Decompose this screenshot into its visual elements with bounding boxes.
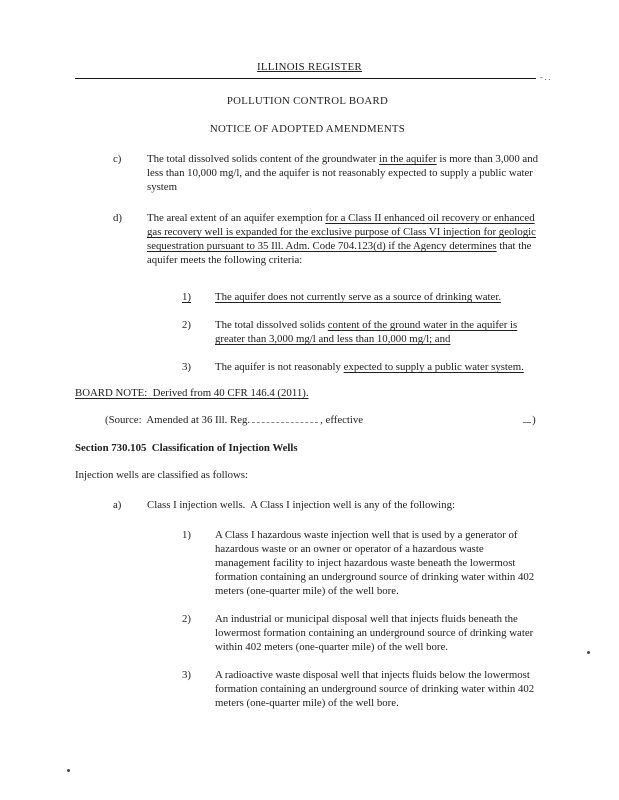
- criterion-2-label: 2): [182, 319, 191, 331]
- criterion-3: [75, 360, 540, 374]
- item-c-label: c): [113, 153, 122, 165]
- source-register-blank-field: [252, 412, 318, 423]
- class-i-well-1: [75, 528, 540, 598]
- header-rule: [75, 78, 536, 79]
- source-prefix: (Source: Amended at 36 Ill. Reg.: [105, 414, 251, 426]
- criterion-3-label: 3): [182, 361, 191, 373]
- criterion-3-text: The aquifer is not reasonably expected to supply a public water system.: [215, 361, 524, 373]
- well-3-label: 3): [182, 669, 191, 681]
- item-d-text: The areal extent of an aquifer exemption for a Class II enhanced oil recovery or enhanced gas recovery well is expanded for the exclusive purpose of Class VI injection for geologic sequestration pursuant to 35 Ill. Adm. Code 704.123(d) if the Agency determines that the aquifer meets the following criteria:: [147, 212, 536, 266]
- well-1-label: 1): [182, 529, 191, 541]
- item-a-text: Class I injection wells. A Class I injection well is any of the following:: [147, 499, 455, 511]
- scan-artifact-dot: [67, 769, 70, 772]
- well-3-text: A radioactive waste disposal well that injects fluids below the lowermost formation containing an underground source of drinking water within 402 meters (one-quarter mile) of the well bore.: [215, 669, 535, 709]
- source-line: [75, 412, 540, 427]
- criterion-1-label: 1): [182, 291, 191, 303]
- paragraph-item-c: [75, 152, 540, 194]
- criterion-2-text: The total dissolved solids content of the ground water in the aquifer is greater than 3,000 mg/l and less than 10,000 mg/l; and: [215, 319, 518, 345]
- criterion-2: [75, 318, 540, 346]
- well-2-text: An industrial or municipal disposal well that injects fluids beneath the lowermost formation containing an underground source of drinking water within 402 meters (one-quarter mile) of the well bore.: [215, 613, 534, 653]
- paragraph-item-d: [75, 211, 540, 267]
- source-effective-blank-field: [523, 412, 531, 423]
- item-c-text: The total dissolved solids content of the groundwater in the aquifer is more than 3,000 and less than 10,000 mg/l, and the aquifer is not reasonably expected to supply a public water system: [147, 153, 539, 193]
- page-number-mark: -..: [540, 73, 553, 82]
- register-title: [0, 60, 619, 74]
- class-i-well-3: [75, 668, 540, 710]
- section-intro: Injection wells are classified as follows:: [75, 469, 248, 481]
- well-1-text: A Class I hazardous waste injection well that is used by a generator of hazardous waste or an owner or operator of a hazardous waste management facility to inject hazardous waste beneath the lowermost formation containing an underground source of drinking water within 402 meters (one-quarter mile) of the well bore.: [215, 529, 535, 597]
- criterion-1: [75, 290, 540, 304]
- class-i-well-2: [75, 612, 540, 654]
- criterion-1-text: The aquifer does not currently serve as a source of drinking water.: [215, 291, 502, 303]
- board-title: POLLUTION CONTROL BOARD: [226, 95, 389, 107]
- scan-artifact-dot: [587, 651, 590, 654]
- notice-title: NOTICE OF ADOPTED AMENDMENTS: [209, 123, 406, 135]
- source-effective-label: , effective: [320, 414, 364, 426]
- well-2-label: 2): [182, 613, 191, 625]
- source-close-paren: ): [532, 414, 536, 426]
- section-heading: Section 730.105 Classification of Injection Wells: [75, 442, 298, 454]
- board-note: BOARD NOTE: Derived from 40 CFR 146.4 (2011).: [75, 387, 309, 399]
- register-title-text: ILLINOIS REGISTER: [257, 61, 362, 73]
- paragraph-item-a: [75, 498, 540, 512]
- item-d-label: d): [113, 212, 122, 224]
- item-a-label: a): [113, 499, 122, 511]
